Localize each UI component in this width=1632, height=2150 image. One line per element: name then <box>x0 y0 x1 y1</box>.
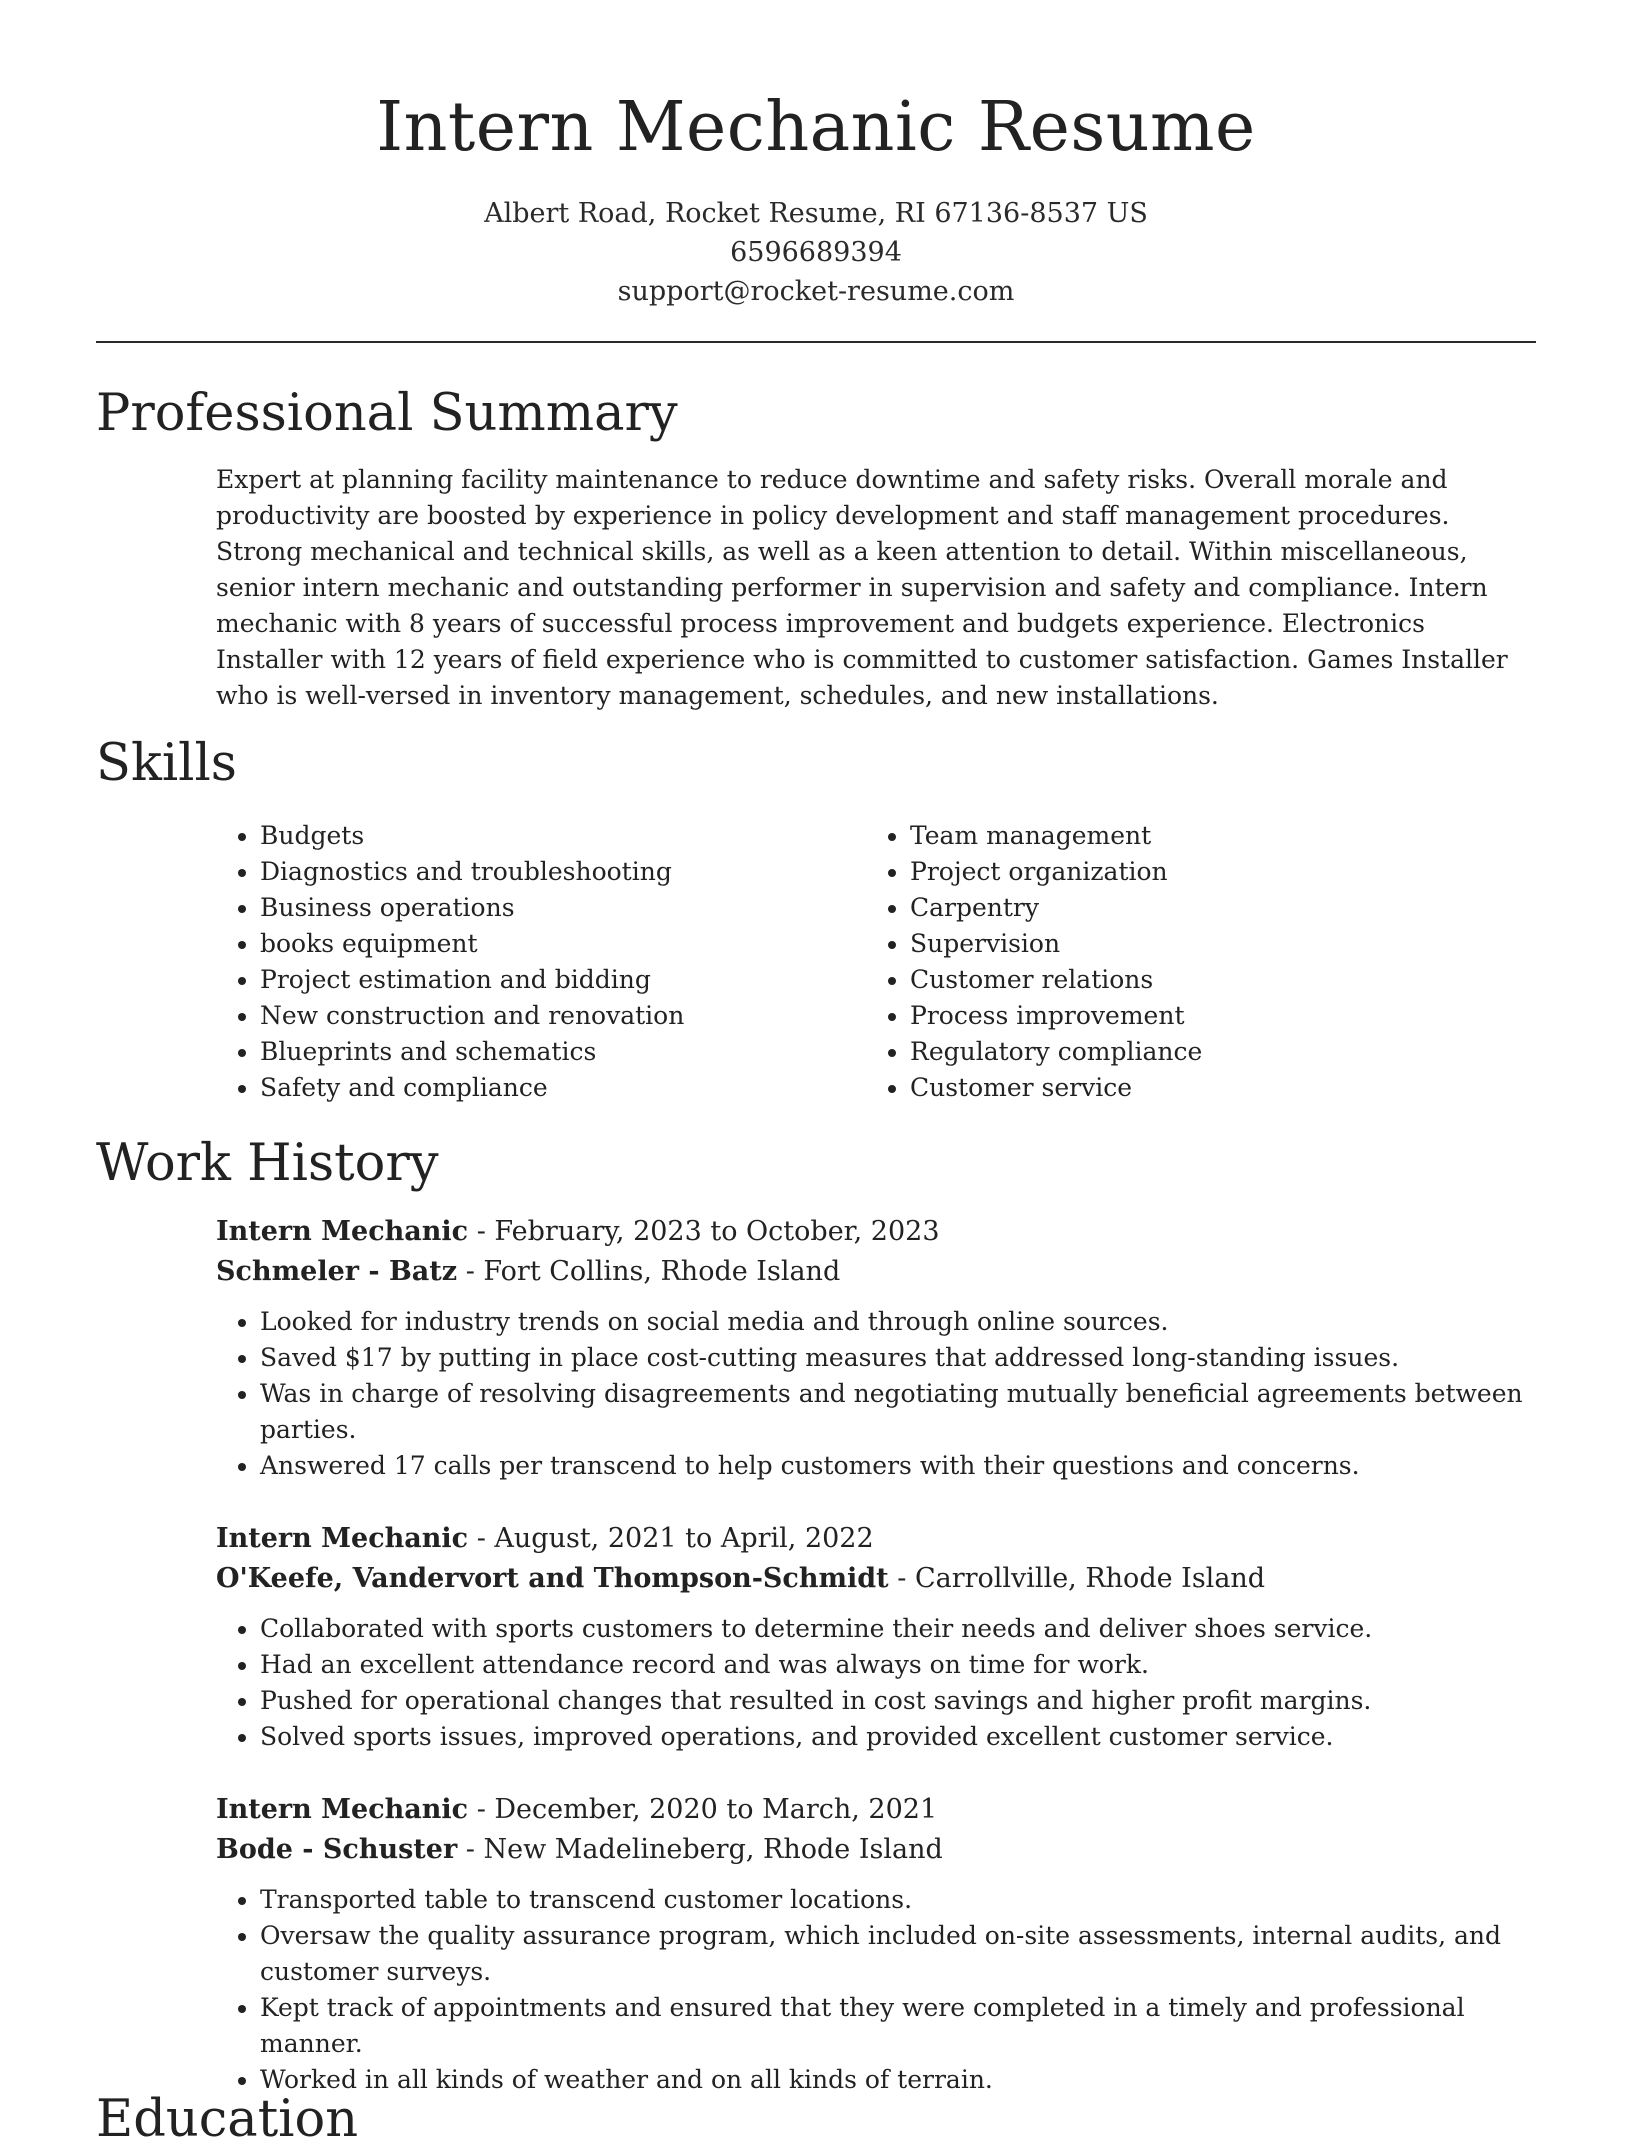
contact-address: Albert Road, Rocket Resume, RI 67136-8537 US <box>484 198 1148 229</box>
skills-right-list <box>866 818 1466 1106</box>
job-location: - Fort Collins, Rhode Island <box>457 1256 841 1287</box>
job-entry <box>216 1519 1536 1755</box>
job-bullet: • Worked in all kinds of weather and on all kinds of terrain. <box>260 2062 1536 2098</box>
skill-item: • Project organization <box>910 854 1466 890</box>
work-history-heading: Work History <box>96 1134 439 1193</box>
job-entry <box>216 1212 1536 1484</box>
skill-item: • Blueprints and schematics <box>260 1034 816 1070</box>
skill-item: • Customer relations <box>910 962 1466 998</box>
job-title-line <box>216 1212 1536 1252</box>
job-title: Intern Mechanic <box>216 1794 469 1825</box>
job-title: Intern Mechanic <box>216 1216 469 1247</box>
summary-heading: Professional Summary <box>96 384 678 443</box>
skill-item: • Carpentry <box>910 890 1466 926</box>
skill-item: • New construction and renovation <box>260 998 816 1034</box>
job-bullet: • Had an excellent attendance record and was always on time for work. <box>260 1647 1536 1683</box>
job-company: O'Keefe, Vandervort and Thompson-Schmidt <box>216 1563 889 1594</box>
job-bullets <box>216 1611 1536 1755</box>
job-location: - Carrollville, Rhode Island <box>888 1563 1266 1594</box>
header-divider <box>96 341 1536 343</box>
contact-email: support@rocket-resume.com <box>617 276 1015 307</box>
job-company-line <box>216 1830 1536 1870</box>
skills-left-list <box>216 818 816 1106</box>
summary-text: Expert at planning facility maintenance to reduce downtime and safety risks. Overall morale and productivity are boosted by experience in policy development and staff management procedures. Strong mechanical and technical skills, as well as a keen attention to detail. Within miscellaneous, senior intern mechanic and outstanding performer in supervision and safety and compliance. Intern mechanic with 8 years of successful process improvement and budgets experience. Electronics Installer with 12 years of field experience who is committed to customer satisfaction. Games Installer who is well-versed in inventory management, schedules, and new installations. <box>216 465 1508 710</box>
job-company-line <box>216 1559 1536 1599</box>
job-title: Intern Mechanic <box>216 1523 469 1554</box>
job-bullet: • Answered 17 calls per transcend to help customers with their questions and concerns. <box>260 1448 1536 1484</box>
job-bullet: • Oversaw the quality assurance program, which included on-site assessments, internal audits, and customer surveys. <box>260 1918 1536 1990</box>
job-bullets <box>216 1882 1536 2098</box>
skill-item: • Diagnostics and troubleshooting <box>260 854 816 890</box>
skills-right-column <box>866 818 1466 1106</box>
job-dates: - December, 2020 to March, 2021 <box>468 1794 938 1825</box>
job-title-line <box>216 1790 1536 1830</box>
skills-left-column <box>216 818 816 1106</box>
skill-item: • Regulatory compliance <box>910 1034 1466 1070</box>
skill-item: • Budgets <box>260 818 816 854</box>
skills-heading: Skills <box>96 734 237 793</box>
resume-title: Intern Mechanic Resume <box>376 88 1256 167</box>
job-dates: - February, 2023 to October, 2023 <box>468 1216 940 1247</box>
skill-item: • Process improvement <box>910 998 1466 1034</box>
skill-item: • Customer service <box>910 1070 1466 1106</box>
job-dates: - August, 2021 to April, 2022 <box>468 1523 874 1554</box>
skill-item: • Project estimation and bidding <box>260 962 816 998</box>
job-entry <box>216 1790 1536 2098</box>
skill-item: • Team management <box>910 818 1466 854</box>
job-company: Schmeler - Batz <box>216 1256 458 1287</box>
resume-header <box>0 0 1632 311</box>
job-title-line <box>216 1519 1536 1559</box>
job-bullet: • Pushed for operational changes that resulted in cost savings and higher profit margins. <box>260 1683 1536 1719</box>
job-location: - New Madelineberg, Rhode Island <box>457 1834 943 1865</box>
job-bullets <box>216 1304 1536 1484</box>
skill-item: • books equipment <box>260 926 816 962</box>
education-heading: Education <box>96 2090 359 2149</box>
job-bullet: • Kept track of appointments and ensured that they were completed in a timely and professional manner. <box>260 1990 1536 2062</box>
job-bullet: • Looked for industry trends on social media and through online sources. <box>260 1304 1536 1340</box>
job-company: Bode - Schuster <box>216 1834 458 1865</box>
contact-block <box>0 194 1632 311</box>
job-bullet: • Was in charge of resolving disagreements and negotiating mutually beneficial agreements between parties. <box>260 1376 1536 1448</box>
job-company-line <box>216 1252 1536 1292</box>
contact-phone: 6596689394 <box>730 237 902 268</box>
skill-item: • Business operations <box>260 890 816 926</box>
skill-item: • Safety and compliance <box>260 1070 816 1106</box>
job-bullet: • Solved sports issues, improved operations, and provided excellent customer service. <box>260 1719 1536 1755</box>
job-bullet: • Saved $17 by putting in place cost-cutting measures that addressed long-standing issues. <box>260 1340 1536 1376</box>
job-bullet: • Collaborated with sports customers to determine their needs and deliver shoes service. <box>260 1611 1536 1647</box>
skill-item: • Supervision <box>910 926 1466 962</box>
job-bullet: • Transported table to transcend customer locations. <box>260 1882 1536 1918</box>
